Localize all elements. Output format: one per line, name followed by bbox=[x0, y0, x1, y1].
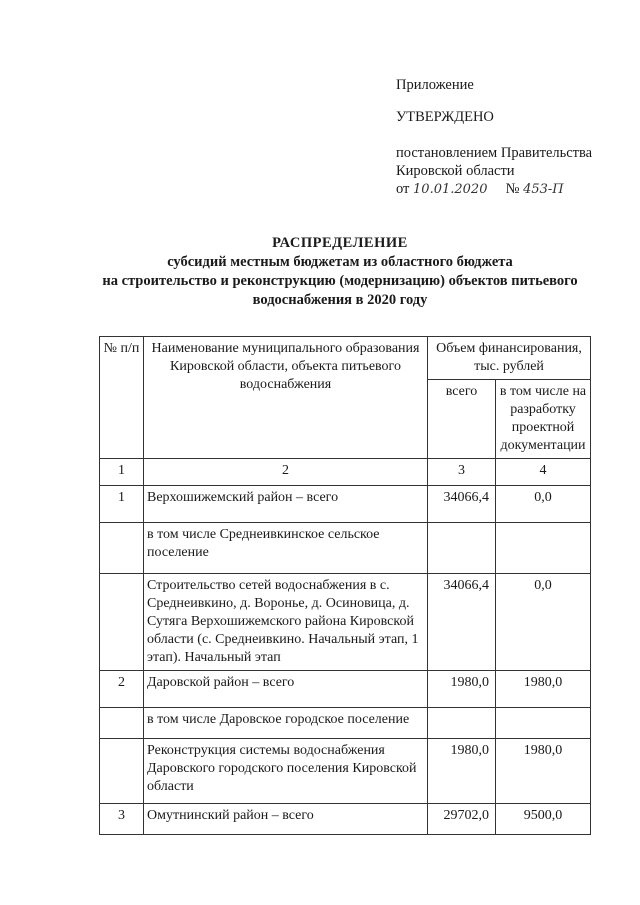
title-line-2: на строительство и реконструкцию (модернизацию) объектов питьевого bbox=[102, 273, 578, 289]
handwritten-date: 10.01.2020 bbox=[413, 182, 488, 197]
row-design: 1980,0 bbox=[496, 671, 591, 708]
row-total: 1980,0 bbox=[428, 739, 496, 804]
decree-line-1: постановлением Правительства bbox=[396, 145, 593, 161]
row-num: 2 bbox=[100, 671, 144, 708]
column-number: 3 bbox=[428, 459, 496, 486]
row-name: Даровской район – всего bbox=[144, 671, 428, 708]
table-row bbox=[100, 523, 591, 574]
title-line-1: субсидий местным бюджетам из областного бюджета bbox=[167, 254, 513, 270]
table-row bbox=[100, 486, 591, 523]
row-num: 1 bbox=[100, 486, 144, 523]
header-num: № п/п bbox=[100, 337, 144, 459]
header-design: в том числе на разработку проектной документации bbox=[496, 380, 591, 459]
table-row bbox=[100, 708, 591, 739]
row-name: Верхошижемский район – всего bbox=[144, 486, 428, 523]
row-total bbox=[428, 523, 496, 574]
row-total: 29702,0 bbox=[428, 804, 496, 835]
header-row bbox=[100, 337, 591, 380]
row-total: 34066,4 bbox=[428, 486, 496, 523]
document-title bbox=[60, 234, 620, 310]
appendix-label: Приложение bbox=[396, 77, 474, 93]
row-design bbox=[496, 523, 591, 574]
handwritten-number: 453-П bbox=[523, 182, 564, 197]
row-total: 34066,4 bbox=[428, 574, 496, 671]
number-prefix: № bbox=[505, 181, 520, 197]
column-number: 2 bbox=[144, 459, 428, 486]
row-num bbox=[100, 574, 144, 671]
date-prefix: от bbox=[396, 181, 410, 197]
table-row bbox=[100, 574, 591, 671]
row-num: 3 bbox=[100, 804, 144, 835]
row-num bbox=[100, 739, 144, 804]
decree-line-2: Кировской области bbox=[396, 163, 515, 179]
row-name: в том числе Среднеивкинское сельское поселение bbox=[144, 523, 428, 574]
header-funding: Объем финансирования, тыс. рублей bbox=[428, 337, 591, 380]
title-main: РАСПРЕДЕЛЕНИЕ bbox=[272, 235, 408, 251]
row-name: Строительство сетей водоснабжения в с. Среднеивкино, д. Воронье, д. Осиновица, д. Сутяга Верхошижемского района Кировской области (с. Среднеивкино. Начальный этап, 1 этап). Начальный этап bbox=[144, 574, 428, 671]
row-design: 9500,0 bbox=[496, 804, 591, 835]
row-design bbox=[496, 708, 591, 739]
row-design: 1980,0 bbox=[496, 739, 591, 804]
header-total: всего bbox=[428, 380, 496, 459]
row-design: 0,0 bbox=[496, 486, 591, 523]
row-num bbox=[100, 523, 144, 574]
distribution-table bbox=[99, 336, 591, 835]
approved-label: УТВЕРЖДЕНО bbox=[396, 109, 494, 125]
row-total bbox=[428, 708, 496, 739]
table-row bbox=[100, 739, 591, 804]
row-name: в том числе Даровское городское поселение bbox=[144, 708, 428, 739]
approval-block bbox=[396, 76, 592, 199]
row-total: 1980,0 bbox=[428, 671, 496, 708]
column-number: 4 bbox=[496, 459, 591, 486]
table-row bbox=[100, 671, 591, 708]
title-line-3: водоснабжения в 2020 году bbox=[252, 292, 428, 308]
table-row bbox=[100, 804, 591, 835]
decree-date-line bbox=[396, 180, 592, 199]
header-name: Наименование муниципального образования Кировской области, объекта питьевого водоснабжения bbox=[144, 337, 428, 459]
column-number: 1 bbox=[100, 459, 144, 486]
row-name: Омутнинский район – всего bbox=[144, 804, 428, 835]
row-name: Реконструкция системы водоснабжения Даровского городского поселения Кировской области bbox=[144, 739, 428, 804]
row-design: 0,0 bbox=[496, 574, 591, 671]
column-number-row bbox=[100, 459, 591, 486]
row-num bbox=[100, 708, 144, 739]
